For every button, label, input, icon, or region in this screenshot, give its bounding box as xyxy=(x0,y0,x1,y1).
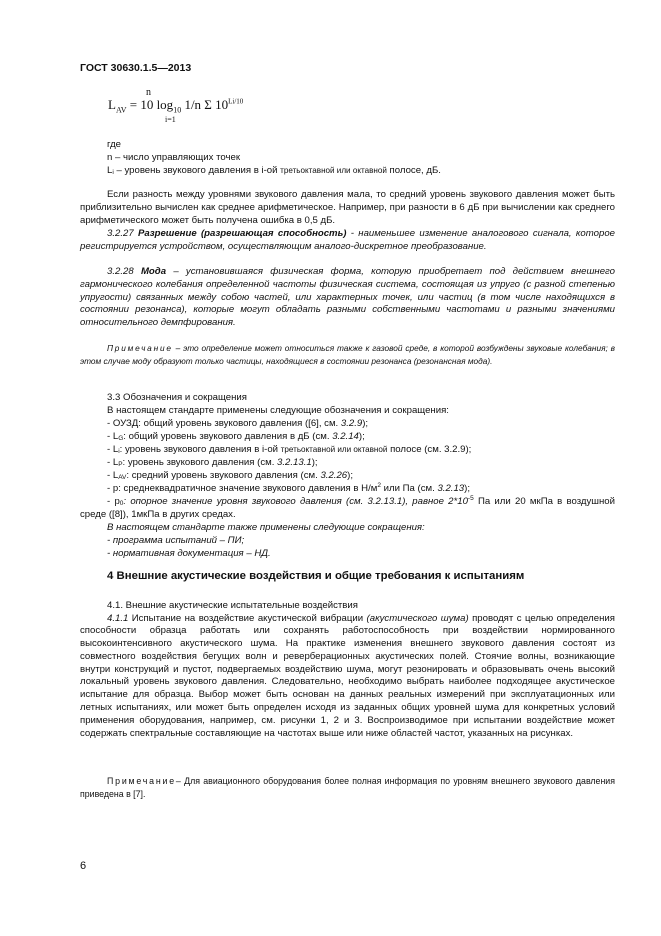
formula-sum-upper: n xyxy=(146,87,151,98)
abbr-p xyxy=(107,483,470,496)
abbr-lp-end: ); xyxy=(311,457,318,468)
formula-lhs: L xyxy=(108,97,116,112)
definition-3-2-28 xyxy=(80,266,615,330)
abbr-lg-end: ); xyxy=(358,431,365,442)
definition-3-2-27 xyxy=(80,228,615,254)
paragraph-mean-level: Если разность между уровнями звукового давления мала, то средний уровень звукового давления может быть приблизительно вычислен как среднее арифметическое. Например, при разности в 6 дБ при вычислении как среднего арифметического может быть получена ошибка в 0,5 дБ. xyxy=(80,189,615,226)
section-4-heading: 4 Внешние акустические воздействия и общие требования к испытаниям xyxy=(107,570,525,582)
abbr-p-end: ); xyxy=(464,483,470,494)
abbr-lav xyxy=(107,470,353,483)
abbr-lp-text: : уровень звукового давления (см. xyxy=(122,457,278,468)
abbr-lav-end: ); xyxy=(347,470,353,481)
formula xyxy=(108,97,243,115)
paragraph-4-1-1-number: 4.1.1 xyxy=(107,612,129,624)
abbr-p0-text: : опорное значение уровня звукового давления (см. 3.2.13.1), равное 2*10 xyxy=(123,496,468,507)
formula-lhs-sub: AV xyxy=(115,105,127,115)
note-mode-label: Примечание xyxy=(107,343,173,353)
definition-3-2-28-term: Мода xyxy=(140,266,167,277)
abbr-lg-ref: 3.2.14 xyxy=(332,431,359,442)
abbr-p0-symbol: - p xyxy=(107,496,120,507)
abbr-li-end: полосе (см. 3.2.9); xyxy=(387,444,472,455)
abbr-p0-sub: 0 xyxy=(119,500,124,507)
definition-3-2-27-number: 3.2.27 xyxy=(107,228,138,239)
abbr-lg xyxy=(107,431,365,444)
paragraph-4-1-1-b: проводят с целью определения способности образца работать или сохранять работоспособность при воздействии нормированного высокоинтенсивного акустического шума. На практике изменения внешнего звукового давления состоят из совместного воздействия бегущих волн и реверберационных акустических полей. Стоячие волны, возникающие внутри конструкций и пустот, подвергаемых воздействию шума, могут резонировать и образовывать очень высокий локальный уровень звукового давления. Следовательно, необходимо выбрать наиболее подходящее акустическое испытание для образца. Выбор может быть основан на данных реальных измерений при эксплуатационных или летных испытаниях, или может быть определен исходя из заданных общих уровней шума для конкретных условий применения оборудования, например, см. рисунки 1, 2 и 3. Воспроизводимое при испытании воздействие может содержать спектральные составляющие на частотах выше или ниже областей частот, указанных на рисунках. xyxy=(80,612,615,739)
abbr-p0-sup: -5 xyxy=(467,495,474,502)
abbr-lg-symbol: - L xyxy=(107,431,119,442)
formula-exp: L xyxy=(228,97,233,106)
where-li xyxy=(107,165,441,178)
abbr-lp-symbol: - L xyxy=(107,457,119,468)
standard-header: ГОСТ 30630.1.5—2013 xyxy=(80,62,192,74)
abbr-lp-ref: 3.2.13.1 xyxy=(277,457,312,468)
section-3-3-also: В настоящем стандарте также применены следующие сокращения: xyxy=(107,522,425,533)
abbr-p0 xyxy=(80,496,615,522)
page-number: 6 xyxy=(80,860,87,872)
abbr-lg-text: : общий уровень звукового давления в дБ (см. xyxy=(123,431,333,442)
note-aviation-text: – Для авиационного оборудования более полная информация по уровням внешнего звукового давления приведена в [7]. xyxy=(80,776,615,799)
formula-rhs-2: 1/n Σ 10 xyxy=(181,97,229,112)
section-3-3-title: 3.3 Обозначения и сокращения xyxy=(107,392,247,403)
abbr-lav-text: : средний уровень звукового давления (см. xyxy=(126,470,321,481)
definition-3-2-28-text: – установившаяся физическая форма, которую приобретает под действием внешнего гармонического колебания определенной частоты физическая система, состоящая из упруго (с разной степенью упругости) связанных между собою частей, или характерных точек, или частиц (в том числе находящихся в состоянии резонанса), которые могут обладать разными собственными частотами и разными значениями относительного демпфирования. xyxy=(80,266,615,329)
abbr-nd: - нормативная документация – НД. xyxy=(107,548,271,559)
abbr-lg-sub: G xyxy=(118,435,124,442)
abbr-li-symbol: - L xyxy=(107,444,119,455)
formula-exp-end: /10 xyxy=(234,97,244,106)
abbr-lav-ref: 3.2.26 xyxy=(320,470,348,481)
abbr-ouzd-ref: 3.2.9 xyxy=(340,418,363,429)
abbr-p0-end: Па или 20 мкПа в воздушной среде ([8]), 1мкПа в других средах. xyxy=(80,496,615,520)
section-3-3-intro: В настоящем стандарте применены следующие обозначения и сокращения: xyxy=(107,405,449,416)
abbr-lp-sub: P xyxy=(118,461,123,468)
section-4-1-title: 4.1. Внешние акустические испытательные воздействия xyxy=(107,600,358,611)
note-aviation xyxy=(80,775,615,801)
formula-log-base: 10 xyxy=(173,105,182,115)
abbr-ouzd-text: - ОУЗД: общий уровень звукового давления ([6], см. xyxy=(107,418,341,429)
abbr-pi: - программа испытаний – ПИ; xyxy=(107,535,245,546)
abbr-li-text: : уровень звукового давления в i-ой xyxy=(119,444,281,455)
abbr-lav-symbol: - L xyxy=(107,470,119,481)
paragraph-4-1-1-a: Испытание на воздействие акустической вибрации xyxy=(128,612,367,624)
note-mode xyxy=(80,342,615,368)
abbr-li-small: третьоктавной или октавной xyxy=(280,445,388,454)
formula-rhs-1: = 10 log xyxy=(126,97,174,112)
where-li-small: третьоктавной или октавной xyxy=(280,166,387,175)
abbr-li xyxy=(107,444,471,457)
abbr-ouzd xyxy=(107,418,368,431)
abbr-lp xyxy=(107,457,318,470)
abbr-li-sub: i xyxy=(118,448,120,455)
where-li-symbol: L xyxy=(107,165,113,176)
abbr-p-text: - p: среднеквадратичное значение звукового давления в Н/м xyxy=(107,483,378,494)
definition-3-2-27-term: Разрешение (разрешающая способность) xyxy=(137,228,347,239)
paragraph-4-1-1 xyxy=(80,613,615,741)
note-aviation-label: Примечание xyxy=(107,776,176,786)
abbr-lav-sub: AV xyxy=(118,474,127,481)
where-li-end: полосе, дБ. xyxy=(386,165,441,176)
where-label: где xyxy=(107,139,122,150)
abbr-ouzd-end: ); xyxy=(362,418,369,429)
formula-exp-sub: i xyxy=(232,97,235,106)
abbr-p-mid: или Па (см. xyxy=(380,483,438,494)
definition-3-2-27-text: - наименьшее изменение аналогового сигнала, которое регистрируется устройством, осуществляющим аналого-дискретное преобразование. xyxy=(80,228,615,252)
abbr-p-ref: 3.2.13 xyxy=(437,483,465,494)
abbr-p-sup: 2 xyxy=(377,482,381,489)
formula-sum-lower: i=1 xyxy=(165,115,176,124)
paragraph-4-1-1-italic: (акустического шума) xyxy=(366,612,469,624)
where-li-sub: i xyxy=(112,169,114,176)
where-li-text: – уровень звукового давления в i-ой xyxy=(113,165,281,176)
note-mode-text: – это определение может относиться также к газовой среде, в которой возбуждены звуковые колебания; в этом случае моду образуют только частицы, находящиеся в состоянии резонанса (резонансная мода). xyxy=(80,343,615,366)
definition-3-2-28-number: 3.2.28 xyxy=(107,266,141,277)
where-n: n – число управляющих точек xyxy=(107,152,241,163)
